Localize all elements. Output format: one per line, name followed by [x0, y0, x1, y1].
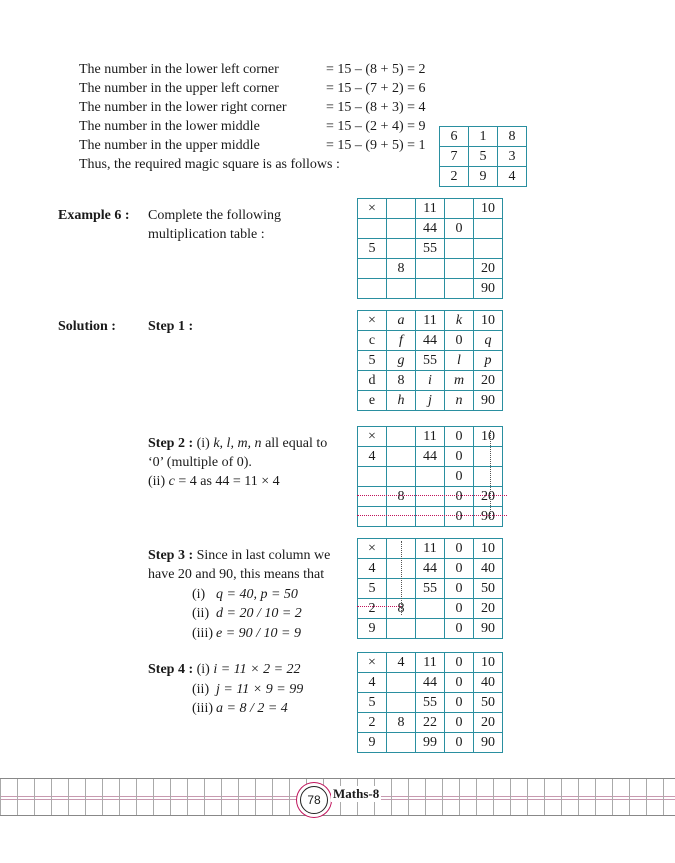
intro-eq-1: = 15 – (8 + 5) = 2: [326, 62, 426, 77]
table-cell: 55: [416, 351, 445, 371]
ruler-cell: [442, 779, 443, 815]
table-cell: 20: [474, 371, 503, 391]
table-cell: 11: [416, 311, 445, 331]
table-cell: ×: [358, 427, 387, 447]
table-cell: 99: [416, 733, 445, 753]
ruler-cell: [34, 779, 35, 815]
table-cell: 11: [416, 539, 445, 559]
ruler-cell: [0, 779, 1, 815]
ruler-cell: [187, 779, 188, 815]
table-cell: [416, 599, 445, 619]
table-cell: [358, 219, 387, 239]
ruler-cell: [289, 779, 290, 815]
table-cell: 10: [474, 199, 503, 219]
ruler-cell: [204, 779, 205, 815]
table-cell: 10: [474, 539, 503, 559]
table-cell: [416, 619, 445, 639]
table-cell: j: [416, 391, 445, 411]
ruler-cell: [527, 779, 528, 815]
table-cell: 0: [445, 599, 474, 619]
table-cell: g: [387, 351, 416, 371]
ruler-cell: [612, 779, 613, 815]
table-cell: 10: [474, 427, 503, 447]
ruler-cell: [408, 779, 409, 815]
ruler-cell: [170, 779, 171, 815]
table-cell: 0: [445, 539, 474, 559]
step2-label: Step 2 :: [148, 436, 194, 451]
magic-cell: 1: [469, 127, 498, 147]
step2-line-1: Step 2 : (i) k, l, m, n all equal to: [148, 436, 328, 451]
table-cell: [416, 487, 445, 507]
table-cell: 44: [416, 447, 445, 467]
table-cell: 0: [445, 487, 474, 507]
table-cell: [416, 279, 445, 299]
magic-cell: 8: [498, 127, 527, 147]
table-cell: 4: [387, 653, 416, 673]
table-cell: ×: [358, 311, 387, 331]
table-cell: 0: [445, 467, 474, 487]
table-cell: [358, 259, 387, 279]
table-cell: 0: [445, 733, 474, 753]
table-cell: [387, 673, 416, 693]
ruler-cell: [595, 779, 596, 815]
guide-line: [490, 430, 491, 518]
ruler-cell: [119, 779, 120, 815]
ruler-cell: [51, 779, 52, 815]
guide-line: [357, 495, 507, 496]
table-cell: 90: [474, 279, 503, 299]
table-cell: [387, 507, 416, 527]
table-cell: [445, 279, 474, 299]
step4-table: [357, 652, 503, 753]
table-cell: 0: [445, 331, 474, 351]
ruler-cell: [425, 779, 426, 815]
magic-cell: 4: [498, 167, 527, 187]
table-cell: [358, 467, 387, 487]
table-cell: [387, 199, 416, 219]
ruler-cell: [561, 779, 562, 815]
table-cell: [387, 279, 416, 299]
step2-line-2: ‘0’ (multiple of 0).: [148, 455, 252, 470]
table-cell: 0: [445, 619, 474, 639]
ruler-cell: [68, 779, 69, 815]
table-cell: 11: [416, 427, 445, 447]
table-cell: f: [387, 331, 416, 351]
table-cell: 8: [387, 599, 416, 619]
table-cell: k: [445, 311, 474, 331]
table-cell: 5: [358, 351, 387, 371]
table-cell: 20: [474, 713, 503, 733]
table-cell: a: [387, 311, 416, 331]
table-cell: [358, 487, 387, 507]
ruler-cell: [221, 779, 222, 815]
table-cell: d: [358, 371, 387, 391]
table-cell: 90: [474, 619, 503, 639]
step3-table: [357, 538, 503, 639]
intro-line-5: The number in the upper middle: [79, 138, 260, 153]
table-cell: [416, 467, 445, 487]
step3-item: (ii) d = 20 / 10 = 2: [192, 606, 302, 621]
table-cell: 0: [445, 447, 474, 467]
intro-line-4: The number in the lower middle: [79, 119, 260, 134]
table-cell: 0: [445, 713, 474, 733]
intro-eq-5: = 15 – (9 + 5) = 1: [326, 138, 426, 153]
table-cell: e: [358, 391, 387, 411]
table-cell: 44: [416, 219, 445, 239]
magic-cell: 5: [469, 147, 498, 167]
thus-line: Thus, the required magic square is as follows :: [79, 157, 340, 172]
table-cell: [387, 619, 416, 639]
table-cell: [387, 239, 416, 259]
table-cell: 22: [416, 713, 445, 733]
step4-label: Step 4 :: [148, 662, 194, 677]
intro-eq-2: = 15 – (7 + 2) = 6: [326, 81, 426, 96]
guide-line: [401, 541, 402, 615]
table-cell: 5: [358, 693, 387, 713]
table-cell: [445, 199, 474, 219]
table-cell: 0: [445, 427, 474, 447]
table-cell: 40: [474, 673, 503, 693]
table-cell: ×: [358, 199, 387, 219]
ruler-cell: [85, 779, 86, 815]
page-number: 78: [300, 786, 328, 814]
magic-cell: 7: [440, 147, 469, 167]
table-cell: 0: [445, 579, 474, 599]
table-cell: 4: [358, 673, 387, 693]
table-cell: 0: [445, 693, 474, 713]
table-cell: [387, 427, 416, 447]
example-text-1: Complete the following: [148, 208, 281, 223]
table-cell: 5: [358, 239, 387, 259]
table-cell: 8: [387, 371, 416, 391]
table-cell: 0: [445, 507, 474, 527]
table-cell: p: [474, 351, 503, 371]
table-cell: h: [387, 391, 416, 411]
table-cell: [387, 219, 416, 239]
ruler-cell: [544, 779, 545, 815]
intro-eq-3: = 15 – (8 + 3) = 4: [326, 100, 426, 115]
table-cell: n: [445, 391, 474, 411]
table-cell: 40: [474, 559, 503, 579]
magic-cell: 9: [469, 167, 498, 187]
step4-item: (ii) j = 11 × 9 = 99: [192, 682, 304, 697]
step2-table: [357, 426, 503, 527]
table-cell: 50: [474, 579, 503, 599]
table-cell: 44: [416, 673, 445, 693]
solution-label: Solution :: [58, 319, 116, 334]
intro-line-3: The number in the lower right corner: [79, 100, 287, 115]
table-cell: ×: [358, 653, 387, 673]
guide-line: [357, 515, 507, 516]
ruler-cell: [238, 779, 239, 815]
table-cell: 2: [358, 713, 387, 733]
step3-line-2: have 20 and 90, this means that: [148, 567, 325, 582]
table-cell: 0: [445, 673, 474, 693]
table-cell: 0: [445, 653, 474, 673]
table-cell: [474, 219, 503, 239]
step2-line-3: (ii) c = 4 as 44 = 11 × 4: [148, 474, 280, 489]
step1-table: [357, 310, 503, 411]
table-cell: l: [445, 351, 474, 371]
table-cell: 2: [358, 599, 387, 619]
ruler-cell: [578, 779, 579, 815]
step1-label: Step 1 :: [148, 319, 194, 334]
table-cell: 8: [387, 259, 416, 279]
table-cell: ×: [358, 539, 387, 559]
table-cell: [474, 447, 503, 467]
table-cell: [416, 259, 445, 279]
table-cell: 11: [416, 199, 445, 219]
table-cell: 20: [474, 599, 503, 619]
step4-line-1: Step 4 : (i) i = 11 × 2 = 22: [148, 662, 301, 677]
ruler-cell: [663, 779, 664, 815]
table-cell: q: [474, 331, 503, 351]
example-label: Example 6 :: [58, 208, 130, 223]
table-cell: 9: [358, 619, 387, 639]
table-cell: 90: [474, 733, 503, 753]
ruler-cell: [17, 779, 18, 815]
magic-cell: 6: [440, 127, 469, 147]
ruler-cell: [629, 779, 630, 815]
ruler-cell: [255, 779, 256, 815]
step3-item: (i) q = 40, p = 50: [192, 587, 298, 602]
step4-item: (iii) a = 8 / 2 = 4: [192, 701, 288, 716]
table-cell: 4: [358, 447, 387, 467]
table-cell: [387, 467, 416, 487]
table-cell: 8: [387, 713, 416, 733]
table-cell: 50: [474, 693, 503, 713]
table-cell: [445, 239, 474, 259]
ruler-cell: [459, 779, 460, 815]
ruler-cell: [391, 779, 392, 815]
table-cell: i: [416, 371, 445, 391]
step3-item: (iii) e = 90 / 10 = 9: [192, 626, 301, 641]
table-cell: 10: [474, 311, 503, 331]
table-cell: 11: [416, 653, 445, 673]
ruler-cell: [476, 779, 477, 815]
table-cell: [358, 279, 387, 299]
table-cell: 90: [474, 391, 503, 411]
table-cell: [445, 259, 474, 279]
ruler-cell: [646, 779, 647, 815]
table-cell: 20: [474, 487, 503, 507]
example-text-2: multiplication table :: [148, 227, 265, 242]
table-cell: [387, 733, 416, 753]
table-cell: [387, 447, 416, 467]
ruler-cell: [136, 779, 137, 815]
table-cell: 44: [416, 559, 445, 579]
table-cell: [416, 507, 445, 527]
ruler-cell: [272, 779, 273, 815]
table-cell: [358, 507, 387, 527]
ruler-cell: [493, 779, 494, 815]
table-cell: [387, 693, 416, 713]
table-cell: 55: [416, 693, 445, 713]
table-cell: m: [445, 371, 474, 391]
table-cell: 55: [416, 579, 445, 599]
table-cell: 10: [474, 653, 503, 673]
intro-line-1: The number in the lower left corner: [79, 62, 279, 77]
table-cell: 9: [358, 733, 387, 753]
table-cell: c: [358, 331, 387, 351]
step3-line-1: Step 3 : Since in last column we: [148, 548, 331, 563]
table-cell: 4: [358, 559, 387, 579]
table-cell: [474, 239, 503, 259]
table-cell: 20: [474, 259, 503, 279]
magic-cell: 3: [498, 147, 527, 167]
magic-cell: 2: [440, 167, 469, 187]
intro-eq-4: = 15 – (2 + 4) = 9: [326, 119, 426, 134]
book-title: Maths-8: [333, 786, 380, 801]
magic-square: [439, 126, 527, 187]
table-cell: 5: [358, 579, 387, 599]
table-cell: 90: [474, 507, 503, 527]
ruler-cell: [153, 779, 154, 815]
ruler-cell: [510, 779, 511, 815]
table-cell: 0: [445, 219, 474, 239]
table-cell: 0: [445, 559, 474, 579]
step3-label: Step 3 :: [148, 548, 194, 563]
table-cell: 55: [416, 239, 445, 259]
table-cell: 8: [387, 487, 416, 507]
table-cell: 44: [416, 331, 445, 351]
intro-line-2: The number in the upper left corner: [79, 81, 279, 96]
ruler-cell: [102, 779, 103, 815]
guide-line: [357, 606, 401, 607]
example-table: [357, 198, 503, 299]
table-cell: [474, 467, 503, 487]
